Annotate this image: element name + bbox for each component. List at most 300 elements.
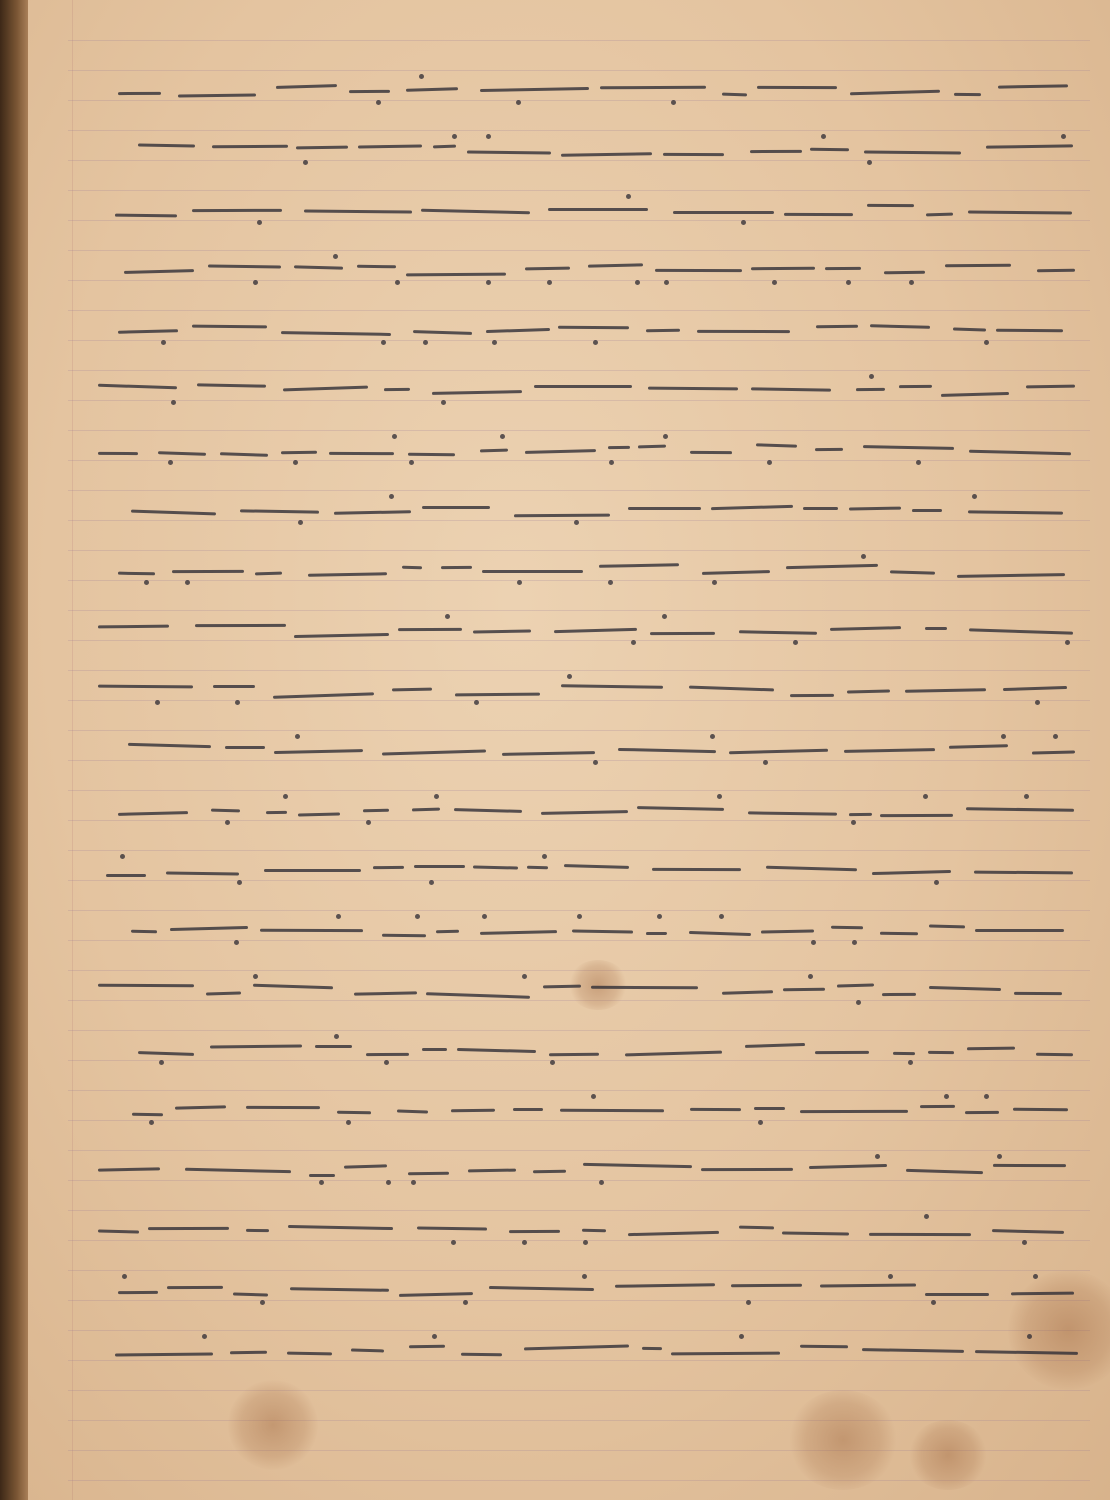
ink-diacritic-dot [234, 940, 239, 945]
ink-diacritic-dot [434, 794, 439, 799]
ink-word-stroke [294, 633, 389, 638]
ink-word-stroke [722, 93, 747, 97]
ink-word-stroke [260, 929, 363, 932]
ink-word-stroke [246, 1106, 320, 1109]
ink-word-stroke [739, 630, 817, 634]
handwritten-line [88, 1082, 1088, 1142]
ink-word-stroke [561, 152, 652, 157]
ink-word-stroke [969, 450, 1071, 456]
ink-word-stroke [751, 266, 815, 269]
handwritten-line [88, 1262, 1088, 1322]
ink-word-stroke [800, 1110, 908, 1113]
ink-word-stroke [867, 204, 914, 207]
ink-diacritic-dot [758, 1120, 763, 1125]
ink-word-stroke [599, 563, 679, 568]
ink-word-stroke [220, 452, 268, 457]
ink-word-stroke [786, 564, 878, 569]
ink-word-stroke [967, 1047, 1015, 1051]
handwritten-line [88, 362, 1088, 422]
ink-word-stroke [408, 453, 455, 457]
ink-word-stroke [862, 1348, 964, 1353]
ink-word-stroke [761, 929, 814, 933]
ink-diacritic-dot [392, 434, 397, 439]
ink-diacritic-dot [811, 940, 816, 945]
ink-word-stroke [929, 986, 1001, 991]
ink-word-stroke [882, 993, 916, 996]
ink-diacritic-dot [333, 254, 338, 259]
ink-diacritic-dot [741, 220, 746, 225]
ink-word-stroke [422, 1048, 447, 1051]
ink-word-stroke [172, 570, 244, 573]
ink-word-stroke [296, 146, 348, 150]
ink-word-stroke [192, 209, 282, 212]
ink-diacritic-dot [1024, 794, 1029, 799]
ink-word-stroke [192, 324, 267, 328]
ink-word-stroke [211, 808, 240, 812]
ink-word-stroke [590, 985, 697, 989]
ink-word-stroke [782, 1231, 849, 1235]
ink-word-stroke [382, 749, 486, 755]
ink-word-stroke [905, 689, 986, 693]
ink-word-stroke [421, 209, 530, 215]
ink-word-stroke [820, 1284, 916, 1288]
ink-diacritic-dot [934, 880, 939, 885]
ink-diacritic-dot [997, 1154, 1002, 1159]
ink-word-stroke [969, 629, 1073, 635]
ink-word-stroke [148, 1226, 229, 1229]
ink-diacritic-dot [451, 1240, 456, 1245]
ink-word-stroke [1014, 992, 1062, 995]
ink-word-stroke [864, 151, 961, 155]
ink-word-stroke [926, 212, 953, 216]
ink-word-stroke [288, 1225, 393, 1230]
ink-word-stroke [489, 1286, 594, 1291]
ink-word-stroke [1036, 1053, 1073, 1057]
ink-diacritic-dot [445, 614, 450, 619]
ink-word-stroke [167, 1286, 223, 1289]
ink-word-stroke [880, 814, 953, 817]
ink-diacritic-dot [626, 194, 631, 199]
ink-word-stroke [992, 1229, 1064, 1234]
ink-diacritic-dot [334, 1034, 339, 1039]
ink-word-stroke [118, 811, 188, 816]
handwritten-line [88, 1322, 1088, 1382]
ink-word-stroke [849, 813, 872, 816]
ink-word-stroke [757, 85, 837, 88]
ink-diacritic-dot [159, 1060, 164, 1065]
ink-diacritic-dot [1027, 1334, 1032, 1339]
ink-diacritic-dot [924, 1214, 929, 1219]
ink-word-stroke [210, 1045, 302, 1049]
ink-word-stroke [482, 569, 583, 572]
ink-word-stroke [266, 811, 287, 814]
ink-diacritic-dot [577, 914, 582, 919]
ink-word-stroke [426, 992, 530, 999]
ink-word-stroke [870, 324, 930, 329]
ink-word-stroke [455, 693, 540, 697]
ink-word-stroke [230, 1350, 267, 1354]
ink-word-stroke [628, 1231, 719, 1236]
ink-word-stroke [650, 632, 715, 635]
ink-word-stroke [572, 930, 633, 934]
ink-diacritic-dot [550, 1060, 555, 1065]
ink-word-stroke [98, 384, 177, 390]
ink-word-stroke [363, 808, 389, 812]
ink-diacritic-dot [149, 1120, 154, 1125]
ink-diacritic-dot [144, 580, 149, 585]
manuscript-page [28, 0, 1110, 1500]
handwritten-line [88, 722, 1088, 782]
ink-word-stroke [287, 1351, 332, 1355]
ink-word-stroke [433, 144, 456, 148]
ink-diacritic-dot [376, 100, 381, 105]
ink-diacritic-dot [253, 974, 258, 979]
ink-diacritic-dot [663, 434, 668, 439]
ink-word-stroke [731, 1284, 802, 1288]
ink-diacritic-dot [609, 460, 614, 465]
ink-word-stroke [783, 988, 825, 992]
ink-word-stroke [399, 1292, 473, 1297]
ink-word-stroke [1032, 750, 1075, 754]
ink-word-stroke [815, 1051, 869, 1054]
handwritten-line [88, 842, 1088, 902]
ink-diacritic-dot [657, 914, 662, 919]
ink-diacritic-dot [423, 340, 428, 345]
ink-word-stroke [663, 153, 724, 156]
ink-diacritic-dot [293, 460, 298, 465]
ink-diacritic-dot [386, 1180, 391, 1185]
ink-diacritic-dot [808, 974, 813, 979]
ink-diacritic-dot [517, 580, 522, 585]
ink-diacritic-dot [664, 280, 669, 285]
ink-word-stroke [564, 864, 629, 869]
ink-word-stroke [422, 506, 490, 509]
ink-word-stroke [473, 865, 518, 869]
ink-word-stroke [548, 208, 648, 211]
ink-word-stroke [354, 991, 417, 995]
handwritten-line [88, 182, 1088, 242]
ink-diacritic-dot [984, 1094, 989, 1099]
ink-word-stroke [398, 628, 462, 631]
ink-diacritic-dot [1022, 1240, 1027, 1245]
ink-word-stroke [975, 929, 1064, 932]
ink-word-stroke [264, 869, 361, 872]
ink-word-stroke [830, 626, 901, 631]
ink-diacritic-dot [1035, 700, 1040, 705]
ink-word-stroke [283, 386, 368, 392]
ink-word-stroke [358, 144, 422, 148]
ink-diacritic-dot [419, 74, 424, 79]
ink-word-stroke [233, 1293, 268, 1297]
handwritten-line [88, 1202, 1088, 1262]
ink-word-stroke [128, 743, 211, 748]
ink-diacritic-dot [1065, 640, 1070, 645]
ink-diacritic-dot [671, 100, 676, 105]
ink-word-stroke [357, 265, 396, 269]
ink-word-stroke [809, 1164, 887, 1169]
ink-word-stroke [880, 931, 919, 934]
ink-word-stroke [98, 1167, 160, 1171]
ink-word-stroke [366, 1053, 409, 1056]
ink-word-stroke [925, 627, 947, 630]
ink-word-stroke [432, 390, 522, 395]
ink-word-stroke [480, 931, 557, 936]
ink-word-stroke [856, 388, 885, 391]
ink-word-stroke [138, 1051, 194, 1056]
ink-diacritic-dot [851, 820, 856, 825]
ink-word-stroke [212, 145, 288, 149]
ink-word-stroke [646, 329, 680, 332]
ink-word-stroke [966, 807, 1074, 812]
ink-diacritic-dot [122, 1274, 127, 1279]
ink-word-stroke [408, 1172, 449, 1175]
ink-word-stroke [115, 214, 177, 218]
ink-word-stroke [138, 144, 195, 148]
ink-word-stroke [274, 749, 363, 754]
ink-word-stroke [941, 392, 1009, 397]
ink-word-stroke [1003, 686, 1067, 691]
ink-word-stroke [583, 1163, 692, 1168]
handwritten-line [88, 542, 1088, 602]
ink-diacritic-dot [161, 340, 166, 345]
ink-diacritic-dot [486, 134, 491, 139]
ink-diacritic-dot [474, 700, 479, 705]
ink-word-stroke [509, 1230, 560, 1233]
ink-diacritic-dot [303, 160, 308, 165]
ink-word-stroke [800, 1344, 848, 1348]
ink-word-stroke [745, 1043, 805, 1048]
ink-diacritic-dot [298, 520, 303, 525]
handwritten-line [88, 62, 1088, 122]
ink-word-stroke [671, 1352, 780, 1356]
ink-stain [908, 1420, 988, 1490]
ink-word-stroke [294, 265, 343, 269]
ink-diacritic-dot [295, 734, 300, 739]
ink-diacritic-dot [482, 914, 487, 919]
ink-diacritic-dot [319, 1180, 324, 1185]
ink-diacritic-dot [574, 520, 579, 525]
ink-word-stroke [406, 273, 506, 277]
ink-word-stroke [118, 1290, 158, 1293]
ink-word-stroke [625, 1051, 722, 1057]
ink-word-stroke [451, 1109, 495, 1113]
ink-word-stroke [925, 1293, 989, 1296]
ink-word-stroke [618, 748, 716, 753]
ink-word-stroke [351, 1348, 384, 1352]
ink-word-stroke [276, 84, 337, 89]
ink-word-stroke [467, 151, 551, 155]
ink-diacritic-dot [931, 1300, 936, 1305]
ink-diacritic-dot [909, 280, 914, 285]
ink-word-stroke [816, 324, 858, 327]
ink-word-stroke [1037, 269, 1075, 272]
ink-word-stroke [281, 450, 317, 454]
ink-diacritic-dot [452, 134, 457, 139]
ink-word-stroke [648, 386, 738, 390]
ink-word-stroke [131, 930, 157, 934]
ink-word-stroke [588, 264, 643, 268]
ink-word-stroke [132, 1113, 163, 1116]
ink-word-stroke [850, 89, 940, 95]
ink-diacritic-dot [441, 400, 446, 405]
ink-word-stroke [849, 506, 901, 510]
ink-word-stroke [337, 1111, 371, 1115]
ink-word-stroke [554, 628, 637, 633]
ink-word-stroke [454, 809, 522, 814]
ink-word-stroke [213, 685, 255, 688]
ink-diacritic-dot [984, 340, 989, 345]
ink-word-stroke [98, 1230, 139, 1234]
ink-word-stroke [298, 813, 340, 817]
ink-diacritic-dot [772, 280, 777, 285]
ink-word-stroke [689, 931, 751, 936]
ink-diacritic-dot [972, 494, 977, 499]
ink-diacritic-dot [710, 734, 715, 739]
ink-diacritic-dot [522, 1240, 527, 1245]
ink-word-stroke [863, 445, 954, 450]
ink-diacritic-dot [719, 914, 724, 919]
ink-diacritic-dot [583, 1240, 588, 1245]
ink-diacritic-dot [916, 460, 921, 465]
ink-word-stroke [524, 1344, 629, 1350]
ink-word-stroke [673, 211, 774, 214]
ruled-line [68, 40, 1090, 41]
ink-word-stroke [175, 1105, 226, 1109]
ink-diacritic-dot [763, 760, 768, 765]
ink-word-stroke [721, 990, 772, 994]
ink-word-stroke [98, 684, 193, 688]
ink-word-stroke [884, 271, 925, 275]
ink-word-stroke [349, 90, 390, 93]
ink-word-stroke [998, 85, 1069, 89]
ink-diacritic-dot [591, 1094, 596, 1099]
ink-word-stroke [652, 868, 741, 871]
ink-word-stroke [406, 87, 458, 92]
ink-word-stroke [402, 566, 422, 570]
ink-word-stroke [225, 746, 265, 749]
ink-word-stroke [309, 1174, 335, 1177]
ink-diacritic-dot [1001, 734, 1006, 739]
ink-diacritic-dot [1033, 1274, 1038, 1279]
handwritten-line [88, 482, 1088, 542]
ink-diacritic-dot [120, 854, 125, 859]
ink-word-stroke [1011, 1291, 1074, 1295]
ink-word-stroke [549, 1053, 599, 1056]
ink-word-stroke [869, 1233, 971, 1236]
ink-word-stroke [304, 209, 412, 213]
ink-word-stroke [502, 751, 595, 756]
ink-word-stroke [170, 926, 248, 931]
ink-word-stroke [831, 925, 863, 929]
ink-stain [228, 1380, 318, 1470]
ink-word-stroke [810, 148, 849, 152]
ink-diacritic-dot [283, 794, 288, 799]
ink-word-stroke [690, 451, 732, 454]
ink-word-stroke [929, 924, 966, 928]
ink-word-stroke [382, 934, 426, 937]
ink-diacritic-dot [631, 640, 636, 645]
ink-word-stroke [525, 267, 570, 271]
ink-diacritic-dot [746, 1300, 751, 1305]
ink-diacritic-dot [260, 1300, 265, 1305]
ink-diacritic-dot [463, 1300, 468, 1305]
ink-word-stroke [844, 748, 935, 753]
ink-word-stroke [185, 1168, 291, 1173]
handwritten-line [88, 242, 1088, 302]
ink-word-stroke [486, 327, 550, 332]
ink-diacritic-dot [875, 1154, 880, 1159]
handwritten-line [88, 1142, 1088, 1202]
ink-word-stroke [974, 871, 1073, 875]
ink-word-stroke [1013, 1107, 1068, 1110]
ink-diacritic-dot [429, 880, 434, 885]
ink-word-stroke [701, 1168, 793, 1171]
ink-diacritic-dot [415, 914, 420, 919]
ink-word-stroke [748, 811, 837, 815]
ink-diacritic-dot [155, 700, 160, 705]
ink-diacritic-dot [237, 880, 242, 885]
ink-word-stroke [106, 874, 146, 877]
ink-diacritic-dot [739, 1334, 744, 1339]
ink-diacritic-dot [821, 134, 826, 139]
ink-word-stroke [384, 388, 410, 391]
handwritten-line [88, 602, 1088, 662]
ink-word-stroke [561, 684, 663, 689]
ink-word-stroke [461, 1353, 502, 1356]
ink-word-stroke [124, 269, 194, 274]
ink-word-stroke [608, 446, 630, 449]
ink-diacritic-dot [336, 914, 341, 919]
ink-stain [788, 1390, 898, 1490]
ink-word-stroke [784, 213, 853, 216]
ink-diacritic-dot [253, 280, 258, 285]
ink-word-stroke [690, 1108, 741, 1111]
ink-word-stroke [697, 330, 790, 333]
ink-diacritic-dot [500, 434, 505, 439]
ink-word-stroke [158, 451, 206, 456]
ink-word-stroke [638, 445, 667, 449]
ink-diacritic-dot [717, 794, 722, 799]
ink-word-stroke [441, 566, 472, 569]
ink-word-stroke [118, 92, 161, 95]
ink-word-stroke [514, 513, 610, 517]
ink-word-stroke [131, 510, 216, 516]
ink-word-stroke [178, 93, 256, 97]
ink-diacritic-dot [888, 1274, 893, 1279]
ink-diacritic-dot [608, 580, 613, 585]
ink-word-stroke [541, 811, 628, 816]
ink-diacritic-dot [593, 760, 598, 765]
ink-word-stroke [197, 383, 266, 387]
ink-word-stroke [534, 385, 632, 388]
ink-word-stroke [993, 1164, 1066, 1167]
ink-word-stroke [195, 624, 286, 627]
ink-word-stroke [273, 692, 374, 698]
ink-word-stroke [166, 871, 239, 875]
ink-word-stroke [837, 984, 875, 988]
ink-diacritic-dot [567, 674, 572, 679]
ink-diacritic-dot [409, 460, 414, 465]
ink-word-stroke [255, 572, 283, 576]
ink-word-stroke [206, 991, 241, 995]
ink-word-stroke [949, 744, 1008, 749]
ink-word-stroke [711, 505, 793, 510]
ink-diacritic-dot [923, 794, 928, 799]
ink-word-stroke [98, 624, 169, 628]
ink-diacritic-dot [846, 280, 851, 285]
handwritten-line [88, 902, 1088, 962]
ink-word-stroke [468, 1168, 516, 1172]
